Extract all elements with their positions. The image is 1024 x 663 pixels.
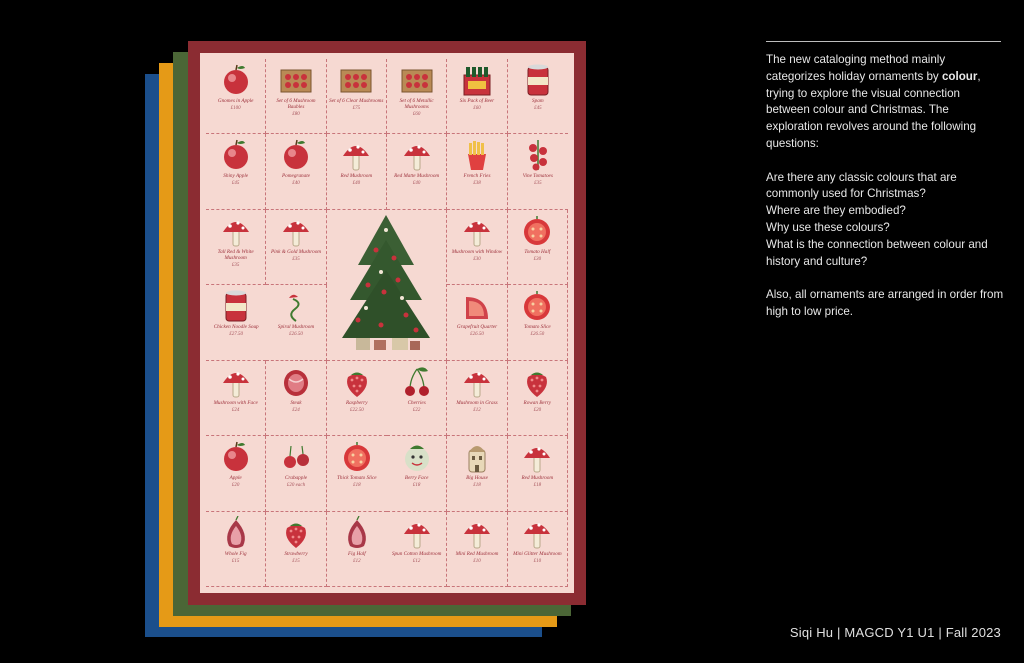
ornament-name: Tomato Half — [524, 248, 551, 255]
cherries-ornament-icon — [400, 365, 434, 399]
tin-ornament-icon — [521, 63, 555, 97]
mushroom-ornament-icon — [339, 138, 373, 172]
paragraph-gap — [766, 270, 1006, 287]
ornament-name: Berry Face — [404, 475, 429, 482]
ornament-name: Tomato Slice — [523, 324, 551, 331]
question-3: Why use these colours? — [766, 220, 890, 234]
ornament-card-fig-half — [327, 512, 387, 587]
ornament-card-shiny-apple — [206, 134, 266, 209]
ornament-card-set-of-6-clear-mushrooms — [327, 59, 387, 134]
ornament-card-mini-glitter-mushroom — [508, 512, 568, 587]
intro-emphasis: colour — [941, 69, 978, 83]
ornament-name: Big House — [466, 475, 488, 482]
paragraph-gap — [766, 153, 1006, 170]
ornament-name: Chicken Noodle Soup — [213, 324, 259, 331]
ornament-card-set-of-6-mushroom-baubles — [266, 59, 326, 134]
box-ornament-icon — [279, 63, 313, 97]
ornament-card-pomegranate — [266, 134, 326, 209]
tin-ornament-icon — [219, 289, 253, 323]
ornament-card-thick-tomato-slice — [327, 436, 387, 511]
question-2: Where are they embodied? — [766, 204, 906, 218]
ornament-price: £35 — [292, 256, 300, 262]
ornament-card-six-pack-of-beer — [447, 59, 507, 134]
ornament-card-pink-gold-mushroom — [266, 210, 326, 285]
closing-paragraph: Also, all ornaments are arranged in order from high to low price. — [766, 288, 1004, 318]
ornament-name: Mushroom in Grass — [456, 399, 498, 406]
ornament-price: £15 — [292, 558, 300, 564]
mushroom-ornament-icon — [279, 214, 313, 248]
beer-ornament-icon — [460, 63, 494, 97]
ornament-name: French Fries — [463, 173, 491, 180]
ornament-card-tall-red-white-mushroom — [206, 210, 266, 285]
steak-ornament-icon — [279, 365, 313, 399]
ornament-name: Rowan Berry — [523, 399, 552, 406]
ornament-price: £20 — [231, 483, 240, 489]
ornament-name: Pomegranate — [282, 173, 310, 180]
ornament-price: £30 — [473, 256, 481, 262]
ornament-price: £20 each — [286, 483, 306, 489]
ornament-price: £22.50 — [349, 407, 364, 413]
ornament-card-cherries — [387, 361, 447, 436]
ornament-card-chicken-noodle-soup — [206, 285, 266, 360]
ornament-price: £60 — [412, 111, 421, 117]
ornament-card-big-house — [447, 436, 507, 511]
ornament-name: Spun Cotton Mushroom — [391, 550, 442, 557]
ornament-name: Mushroom with Window — [451, 248, 503, 255]
mushroom-ornament-icon — [520, 440, 554, 474]
berry-ornament-icon — [520, 365, 554, 399]
ornament-price: £100 — [230, 105, 241, 111]
ornament-card-raspberry — [327, 361, 387, 436]
ornament-price: £24 — [292, 407, 300, 413]
ornament-price: £26.50 — [289, 332, 303, 338]
ornament-price: £24 — [231, 407, 240, 413]
house-ornament-icon — [460, 440, 494, 474]
tomato-ornament-icon — [520, 214, 554, 248]
description-text — [766, 52, 1006, 321]
ornament-price: £15 — [231, 558, 240, 564]
ornament-card-vine-tomatoes — [508, 134, 568, 209]
ornament-card-tomato-slice — [508, 285, 568, 360]
ornament-name: Red Mushroom — [521, 475, 554, 482]
ornament-catalog-poster — [188, 41, 586, 605]
mushroom-ornament-icon — [219, 365, 253, 399]
ornament-name: Mini Red Mushroom — [455, 550, 499, 557]
question-1: Are there any classic colours that are commonly used for Christmas? — [766, 170, 957, 201]
ornament-name: Gnomes in Apple — [217, 98, 254, 104]
ornament-card-spiral-mushroom — [266, 285, 326, 360]
apple-ornament-icon — [219, 440, 253, 474]
apple-ornament-icon — [279, 138, 313, 172]
ornament-price: £12 — [412, 558, 421, 564]
ornament-price: £75 — [352, 105, 361, 111]
ornament-price: £10 — [533, 558, 542, 564]
tomato-ornament-icon — [340, 440, 374, 474]
ornament-grid — [206, 59, 568, 587]
crab-ornament-icon — [279, 440, 313, 474]
fries-ornament-icon — [460, 138, 494, 172]
ornament-price: £35 — [231, 262, 240, 268]
christmas-tree-image — [327, 210, 448, 361]
ornament-name: Raspberry — [346, 399, 368, 406]
ornament-price: £45 — [231, 181, 240, 187]
box-ornament-icon — [339, 63, 373, 97]
mushroom-ornament-icon — [460, 214, 494, 248]
ornament-price: £26.50 — [530, 332, 545, 338]
ornament-name: Mini Glitter Mushroom — [513, 550, 562, 557]
ornament-name: Apple — [229, 475, 242, 482]
grapefruit-ornament-icon — [460, 289, 494, 323]
ornament-name: Steak — [290, 399, 302, 406]
ornament-price: £35 — [534, 181, 542, 187]
christmas-tree-icon — [336, 210, 436, 360]
berry-ornament-icon — [340, 365, 374, 399]
ornament-card-tomato-half — [508, 210, 568, 285]
ornament-card-spun-cotton-mushroom — [387, 512, 447, 587]
ornament-card-red-matte-mushroom — [387, 134, 447, 209]
ornament-card-french-fries — [447, 134, 507, 209]
mushroom-ornament-icon — [460, 365, 494, 399]
ornament-card-steak — [266, 361, 326, 436]
mushroom-ornament-icon — [460, 516, 494, 550]
apple-ornament-icon — [219, 63, 253, 97]
ornament-price: £38 — [473, 181, 481, 187]
ornament-name: Tall Red & White Mushroom — [217, 248, 254, 261]
ornament-name: Mushroom with Face — [213, 399, 258, 406]
ornament-name: Grapefruit Quarter — [456, 324, 498, 331]
ornament-card-apple — [206, 436, 266, 511]
face-ornament-icon — [400, 440, 434, 474]
ornament-name: Set of 6 Metallic Mushrooms — [399, 98, 434, 110]
ornament-card-grapefruit-quarter — [447, 285, 507, 360]
ornament-price: £60 — [473, 105, 481, 111]
ornament-price: £80 — [292, 111, 300, 117]
ornament-name: Red Matte Mushroom — [394, 173, 440, 180]
vine-ornament-icon — [521, 138, 555, 172]
ornament-card-mushroom-in-grass — [447, 361, 507, 436]
poster-inner-frame — [198, 51, 576, 595]
mushroom-ornament-icon — [219, 214, 253, 248]
ornament-price: £12 — [353, 558, 361, 564]
intro-after: , trying to explore the visual connection between colour and Christmas. The exploration revolves around the following questions: — [766, 69, 981, 150]
ornament-name: Spiral Mushroom — [277, 324, 315, 331]
ornament-card-mini-red-mushroom — [447, 512, 507, 587]
question-4: What is the connection between colour and history and culture? — [766, 237, 988, 268]
ornament-card-gnomes-in-apple — [206, 59, 266, 134]
ornament-price: £45 — [534, 105, 542, 111]
ornament-card-set-of-6-metallic-mushrooms — [387, 59, 447, 134]
ornament-price: £40 — [292, 181, 300, 187]
spiral-ornament-icon — [279, 289, 313, 323]
ornament-price: £27.50 — [229, 332, 244, 338]
ornament-card-red-mushroom — [327, 134, 387, 209]
ornament-price: £12 — [473, 407, 481, 413]
ornament-card-strawberry — [266, 512, 326, 587]
ornament-name: Vine Tomatoes — [522, 173, 553, 180]
intro-paragraph — [766, 52, 1006, 153]
mushroom-ornament-icon — [520, 516, 554, 550]
ornament-name: Red Mushroom — [340, 173, 373, 180]
ornament-price: £26.50 — [470, 332, 484, 338]
ornament-name: Spam — [532, 98, 544, 104]
ornament-price: £20 — [533, 407, 542, 413]
ornament-price: £22 — [412, 407, 421, 413]
ornament-name: Cherries — [407, 399, 426, 406]
ornament-card-mushroom-with-face — [206, 361, 266, 436]
ornament-name: Crabapple — [284, 475, 308, 482]
ornament-name: Thick Tomato Slice — [337, 475, 377, 482]
ornament-price: £18 — [533, 483, 542, 489]
ornament-name: Set of 6 Mushroom Baubles — [276, 98, 316, 110]
box-ornament-icon — [400, 63, 434, 97]
ornament-card-rowan-berry — [508, 361, 568, 436]
header-rule — [766, 41, 1001, 42]
ornament-name: Set of 6 Clear Mushrooms — [329, 98, 384, 104]
fig-ornament-icon — [340, 516, 374, 550]
ornament-price: £18 — [473, 483, 481, 489]
tomato-ornament-icon — [520, 289, 554, 323]
ornament-card-crabapple — [266, 436, 326, 511]
ornament-card-whole-fig — [206, 512, 266, 587]
ornament-price: £40 — [352, 181, 361, 187]
mushroom-ornament-icon — [400, 138, 434, 172]
ornament-price: £30 — [533, 256, 542, 262]
mushroom-ornament-icon — [400, 516, 434, 550]
apple-ornament-icon — [219, 138, 253, 172]
ornament-name: Strawberry — [284, 550, 308, 557]
ornament-card-mushroom-with-window — [447, 210, 507, 285]
ornament-card-red-mushroom — [508, 436, 568, 511]
footer-credit: Siqi Hu | MAGCD Y1 U1 | Fall 2023 — [789, 625, 1001, 640]
berry-ornament-icon — [279, 516, 313, 550]
fig-ornament-icon — [219, 516, 253, 550]
ornament-name: Six Pack of Beer — [459, 98, 495, 104]
intro-before: The new cataloging method mainly categorizes holiday ornaments by — [766, 53, 946, 83]
ornament-price: £40 — [412, 181, 421, 187]
ornament-price: £10 — [473, 558, 481, 564]
ornament-price: £18 — [353, 483, 361, 489]
ornament-card-spam — [508, 59, 568, 134]
ornament-name: Fig Half — [347, 550, 366, 557]
ornament-name: Whole Fig — [224, 550, 247, 557]
ornament-card-berry-face — [387, 436, 447, 511]
ornament-price: £18 — [412, 483, 421, 489]
ornament-name: Pink & Gold Mushroom — [270, 248, 322, 255]
ornament-name: Shiny Apple — [223, 173, 249, 180]
